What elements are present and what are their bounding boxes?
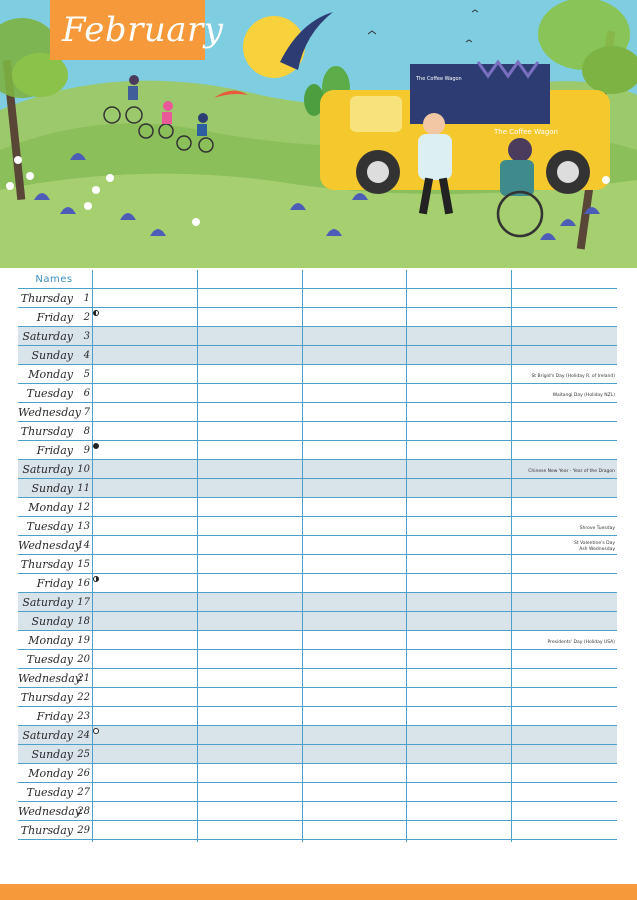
- day-row[interactable]: [18, 536, 617, 555]
- day-row[interactable]: [18, 688, 617, 707]
- day-row[interactable]: [18, 631, 617, 650]
- day-row[interactable]: [18, 669, 617, 688]
- weekday-label: Monday: [28, 501, 73, 514]
- weekday-label: Tuesday: [26, 520, 73, 533]
- date-number: 2: [83, 312, 90, 323]
- day-row[interactable]: [18, 498, 617, 517]
- day-row[interactable]: [18, 460, 617, 479]
- weekday-label: Tuesday: [26, 387, 73, 400]
- day-row[interactable]: [18, 745, 617, 764]
- date-number: 4: [83, 350, 90, 361]
- holiday-note: Waitangi Day (Holiday NZL): [552, 393, 615, 398]
- day-row[interactable]: [18, 308, 617, 327]
- date-number: 26: [77, 768, 90, 779]
- column-divider: [92, 270, 93, 842]
- day-row[interactable]: [18, 479, 617, 498]
- column-divider: [511, 270, 512, 842]
- column-divider: [197, 270, 198, 842]
- day-row[interactable]: [18, 327, 617, 346]
- new-moon-icon: [93, 443, 99, 449]
- date-number: 23: [77, 711, 90, 722]
- day-row[interactable]: [18, 764, 617, 783]
- day-row[interactable]: [18, 441, 617, 460]
- day-row[interactable]: [18, 821, 617, 840]
- weekday-label: Friday: [36, 577, 73, 590]
- weekday-label: Thursday: [20, 558, 73, 571]
- weekday-label: Saturday: [22, 330, 73, 343]
- date-number: 5: [83, 369, 90, 380]
- weekday-label: Wednesday: [18, 672, 82, 685]
- weekday-label: Saturday: [22, 596, 73, 609]
- day-row[interactable]: [18, 555, 617, 574]
- date-number: 11: [77, 483, 90, 494]
- date-number: 9: [83, 445, 90, 456]
- footer-bar: [0, 884, 637, 900]
- weekday-label: Sunday: [31, 615, 73, 628]
- holiday-note: Presidents' Day (Holiday USA): [547, 640, 615, 645]
- weekday-label: Saturday: [22, 729, 73, 742]
- svg-text:The Coffee Wagon: The Coffee Wagon: [416, 76, 462, 82]
- date-number: 22: [77, 692, 90, 703]
- holiday-note: St Valentine's Day Ash Wednesday: [574, 541, 615, 552]
- date-number: 17: [77, 597, 90, 608]
- weekday-label: Wednesday: [18, 539, 82, 552]
- names-label: Names: [35, 274, 73, 285]
- holiday-note: Chinese New Year - Year of the Dragon: [528, 469, 615, 474]
- weekday-label: Wednesday: [18, 805, 82, 818]
- svg-text:The Coffee Wagon: The Coffee Wagon: [494, 128, 559, 136]
- weekday-label: Wednesday: [18, 406, 82, 419]
- weekday-label: Sunday: [31, 482, 73, 495]
- date-number: 1: [83, 293, 90, 304]
- names-header-row: [18, 270, 617, 289]
- weekday-label: Thursday: [20, 691, 73, 704]
- day-row[interactable]: [18, 783, 617, 802]
- weekday-label: Thursday: [20, 824, 73, 837]
- weekday-label: Friday: [36, 710, 73, 723]
- day-row[interactable]: [18, 422, 617, 441]
- first-quarter-moon-icon: [93, 576, 99, 582]
- holiday-note: St Brigid's Day (Holiday R. of Ireland): [531, 374, 615, 379]
- day-row[interactable]: [18, 346, 617, 365]
- weekday-label: Friday: [36, 444, 73, 457]
- weekday-label: Sunday: [31, 748, 73, 761]
- weekday-label: Monday: [28, 634, 73, 647]
- day-row[interactable]: [18, 574, 617, 593]
- date-number: 12: [77, 502, 90, 513]
- day-row[interactable]: [18, 289, 617, 308]
- weekday-label: Monday: [28, 767, 73, 780]
- day-row[interactable]: [18, 593, 617, 612]
- weekday-label: Tuesday: [26, 786, 73, 799]
- planner-grid: [18, 270, 617, 842]
- day-row[interactable]: [18, 365, 617, 384]
- weekday-label: Thursday: [20, 425, 73, 438]
- day-row[interactable]: [18, 384, 617, 403]
- day-row[interactable]: [18, 726, 617, 745]
- weekday-label: Sunday: [31, 349, 73, 362]
- last-quarter-moon-icon: [93, 310, 99, 316]
- weekday-label: Monday: [28, 368, 73, 381]
- date-number: 7: [83, 407, 90, 418]
- weekday-label: Thursday: [20, 292, 73, 305]
- day-row[interactable]: [18, 802, 617, 821]
- date-number: 28: [77, 806, 90, 817]
- date-number: 24: [77, 730, 90, 741]
- day-row[interactable]: [18, 650, 617, 669]
- date-number: 3: [83, 331, 90, 342]
- month-title: February: [50, 0, 205, 60]
- date-number: 8: [83, 426, 90, 437]
- weekday-label: Saturday: [22, 463, 73, 476]
- day-row[interactable]: [18, 403, 617, 422]
- date-number: 10: [77, 464, 90, 475]
- date-number: 13: [77, 521, 90, 532]
- date-number: 21: [77, 673, 90, 684]
- date-number: 29: [77, 825, 90, 836]
- date-number: 25: [77, 749, 90, 760]
- column-divider: [406, 270, 407, 842]
- full-moon-icon: [93, 728, 99, 734]
- date-number: 16: [77, 578, 90, 589]
- day-row[interactable]: [18, 517, 617, 536]
- weekday-label: Friday: [36, 311, 73, 324]
- date-number: 6: [83, 388, 90, 399]
- day-row[interactable]: [18, 707, 617, 726]
- date-number: 18: [77, 616, 90, 627]
- date-number: 20: [77, 654, 90, 665]
- date-number: 27: [77, 787, 90, 798]
- column-divider: [302, 270, 303, 842]
- weekday-label: Tuesday: [26, 653, 73, 666]
- date-number: 19: [77, 635, 90, 646]
- day-row[interactable]: [18, 612, 617, 631]
- date-number: 15: [77, 559, 90, 570]
- date-number: 14: [77, 540, 90, 551]
- holiday-note: Shrove Tuesday: [579, 526, 615, 531]
